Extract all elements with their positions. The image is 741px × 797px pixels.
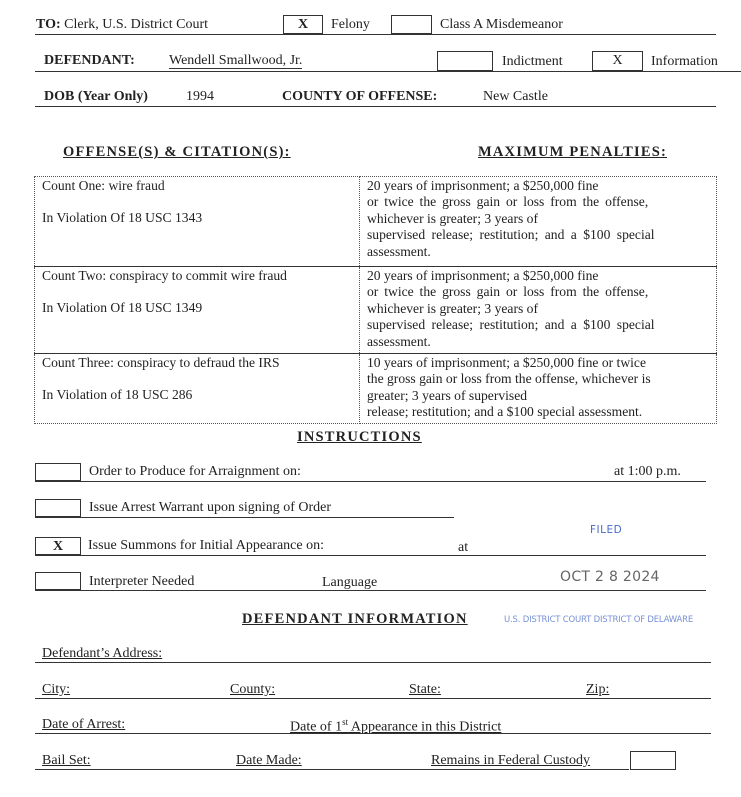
filed-date-stamp: OCT 2 8 2024	[560, 569, 660, 585]
penalty-line: 20 years of imprisonment; a $250,000 fine	[367, 268, 599, 283]
penalty-line: whichever is greater; 3 years of	[367, 300, 538, 316]
to-field	[36, 17, 208, 33]
penalty-line: or twice the gross gain or loss from the offense,	[367, 284, 649, 300]
filed-stamp: FILED	[590, 524, 623, 536]
divider	[35, 733, 711, 734]
violation-text: In Violation of 18 USC 286	[42, 387, 193, 403]
penalty-cell	[360, 354, 717, 424]
count-text: Count Two: conspiracy to commit wire fraud	[42, 268, 287, 283]
bail-label: Bail Set:	[42, 753, 91, 768]
count-text: Count Three: conspiracy to defraud the IRS	[42, 355, 280, 370]
misdemeanor-checkbox[interactable]	[391, 15, 432, 34]
penalty-cell	[360, 177, 717, 267]
zip-label: Zip:	[586, 682, 610, 697]
custody-label: Remains in Federal Custody	[431, 753, 591, 768]
court-stamp: U.S. DISTRICT COURT DISTRICT OF DELAWARE	[504, 615, 694, 625]
defendant-name: Wendell Smallwood, Jr.	[169, 53, 303, 68]
offense-cell	[35, 177, 360, 267]
divider	[35, 590, 706, 591]
state-label: State:	[409, 682, 441, 697]
penalty-line: assessment.	[367, 243, 431, 259]
count-text: Count One: wire fraud	[42, 178, 165, 193]
divider	[35, 71, 741, 72]
offenses-table	[34, 176, 717, 424]
divider	[35, 481, 706, 482]
to-value: Clerk, U.S. District Court	[64, 17, 209, 32]
penalty-line: 10 years of imprisonment; a $250,000 fine or twice	[367, 355, 646, 370]
arraignment-checkbox[interactable]	[35, 463, 81, 481]
offenses-heading: OFFENSE(S) & CITATION(S):	[63, 144, 291, 160]
summons-checkbox[interactable]: X	[35, 537, 81, 555]
violation-text: In Violation Of 18 USC 1349	[42, 300, 203, 316]
defendant-info-heading: DEFENDANT INFORMATION	[242, 611, 468, 627]
appearance-suffix: Appearance in this District	[348, 719, 502, 735]
instructions-heading: INSTRUCTIONS	[297, 429, 422, 445]
arrest-date-label: Date of Arrest:	[42, 717, 126, 732]
appearance-prefix: Date of 1	[290, 719, 343, 735]
instruction-suffix: at	[458, 540, 469, 555]
penalty-line: 20 years of imprisonment; a $250,000 fine	[367, 178, 599, 193]
indictment-checkbox[interactable]	[437, 51, 493, 71]
penalty-line: the gross gain or loss from the offense, whichever is	[367, 371, 651, 387]
interpreter-checkbox[interactable]	[35, 572, 81, 590]
county-info-label: County:	[230, 682, 276, 697]
offense-cell	[35, 267, 360, 354]
divider	[35, 106, 716, 107]
felony-label: Felony	[331, 17, 370, 32]
penalty-line: whichever is greater; 3 years of	[367, 210, 538, 226]
penalties-heading: MAXIMUM PENALTIES:	[478, 144, 668, 160]
penalty-line: greater; 3 years of supervised	[367, 387, 528, 403]
penalty-line: supervised release; restitution; and a $100 special	[367, 317, 655, 333]
table-row	[35, 177, 717, 267]
information-checkbox[interactable]: X	[592, 51, 643, 71]
violation-text: In Violation Of 18 USC 1343	[42, 210, 203, 226]
information-label: Information	[651, 54, 718, 69]
address-label: Defendant’s Address:	[42, 646, 163, 661]
city-label: City:	[42, 682, 71, 697]
instruction-label: Issue Summons for Initial Appearance on:	[88, 538, 325, 553]
indictment-label: Indictment	[502, 54, 563, 69]
misdemeanor-label: Class A Misdemeanor	[440, 17, 563, 32]
divider	[35, 662, 711, 663]
divider	[35, 555, 706, 556]
instruction-label: Order to Produce for Arraignment on:	[89, 464, 301, 479]
divider	[35, 769, 629, 770]
table-row	[35, 354, 717, 424]
penalty-line: supervised release; restitution; and a $100 special	[367, 227, 655, 243]
divider	[35, 517, 454, 518]
custody-checkbox[interactable]	[630, 751, 676, 770]
offense-cell	[35, 354, 360, 424]
dob-value: 1994	[186, 89, 214, 104]
penalty-line: release; restitution; and a $100 special assessment.	[367, 404, 643, 420]
to-label: TO:	[36, 17, 61, 32]
felony-checkbox[interactable]: X	[283, 15, 323, 34]
penalty-line: assessment.	[367, 333, 431, 349]
instruction-suffix: at 1:00 p.m.	[614, 464, 681, 479]
dob-label: DOB (Year Only)	[44, 89, 148, 104]
appearance-sup: st	[342, 717, 349, 727]
penalty-line: or twice the gross gain or loss from the offense,	[367, 194, 649, 210]
arrest-warrant-checkbox[interactable]	[35, 499, 81, 517]
penalty-cell	[360, 267, 717, 354]
table-row	[35, 267, 717, 354]
instruction-label: Issue Arrest Warrant upon signing of Order	[89, 500, 332, 515]
date-made-label: Date Made:	[236, 753, 302, 768]
county-label: COUNTY OF OFFENSE:	[282, 89, 438, 104]
divider	[35, 698, 711, 699]
county-value: New Castle	[483, 89, 548, 104]
instruction-suffix: Language	[322, 575, 378, 590]
instruction-label: Interpreter Needed	[89, 574, 195, 589]
defendant-label: DEFENDANT:	[44, 53, 135, 68]
divider	[35, 34, 716, 35]
